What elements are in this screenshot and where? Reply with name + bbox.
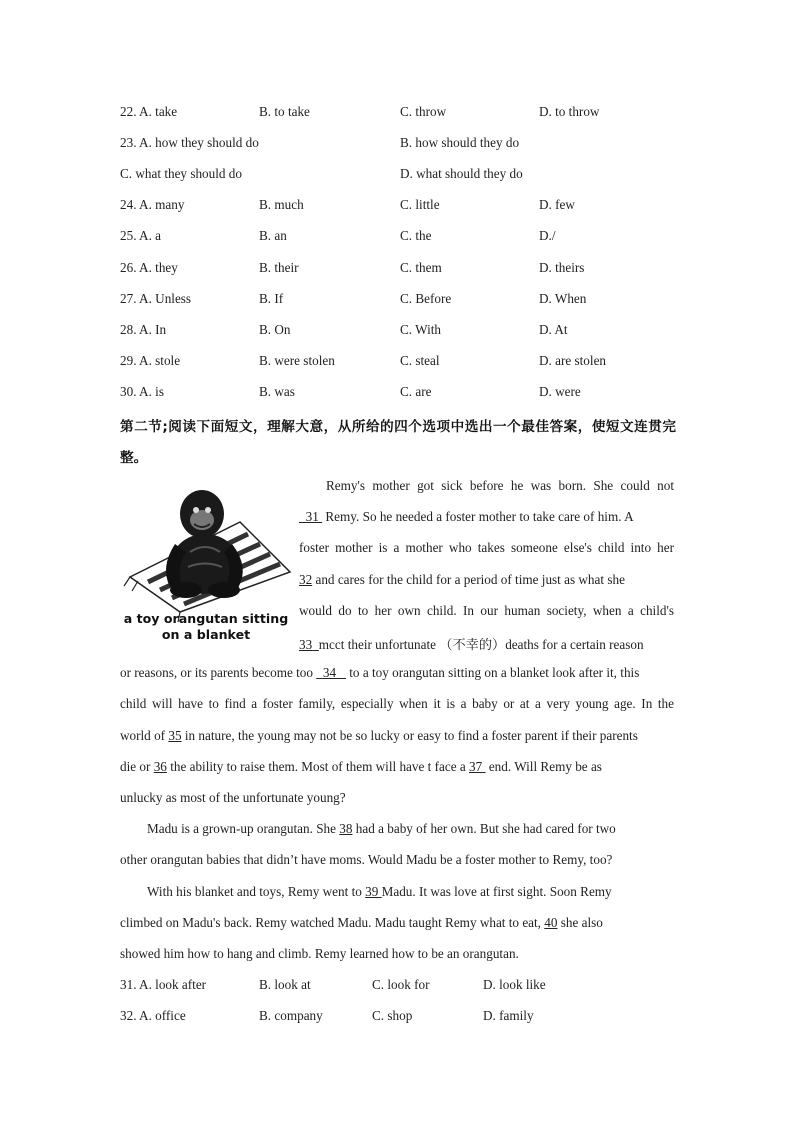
option-c: C. them bbox=[400, 260, 442, 275]
option-d: D. theirs bbox=[539, 260, 585, 275]
option-b: B. If bbox=[259, 291, 284, 306]
option-a: 27. A. Unless bbox=[120, 291, 192, 306]
option-b: B. much bbox=[259, 197, 304, 212]
question-30-options bbox=[120, 384, 680, 402]
option-c: C. look for bbox=[372, 977, 430, 992]
blank-37: 37 bbox=[469, 759, 483, 774]
passage-line: Remy's mother got sick before he was born. She could not bbox=[326, 478, 674, 493]
option-a: 29. A. stole bbox=[120, 353, 181, 368]
option-b: B. their bbox=[259, 260, 299, 275]
blank-39: 39 bbox=[365, 884, 379, 899]
option-d: D. family bbox=[483, 1008, 534, 1023]
option-d: D. few bbox=[539, 197, 575, 212]
option-b: B. was bbox=[259, 384, 295, 399]
passage-line: showed him how to hang and climb. Remy learned how to be an orangutan. bbox=[120, 946, 519, 961]
option-d: D. to throw bbox=[539, 104, 600, 119]
option-c: C. what they should do bbox=[120, 166, 242, 181]
option-d: D. look like bbox=[483, 977, 546, 992]
option-a: 23. A. how they should do bbox=[120, 135, 259, 150]
question-23-options-row1 bbox=[120, 135, 680, 153]
option-b: B. how should they do bbox=[400, 135, 520, 150]
question-25-options bbox=[120, 228, 680, 246]
option-b: B. to take bbox=[259, 104, 310, 119]
blank-32: 32 bbox=[299, 572, 313, 587]
option-b: B. company bbox=[259, 1008, 323, 1023]
passage-line: die or 36 the ability to raise them. Most of them will have t face a 37 end. Will Remy be as bbox=[120, 759, 602, 774]
option-a: 26. A. they bbox=[120, 260, 178, 275]
question-32-options bbox=[120, 1008, 680, 1026]
option-a: 24. A. many bbox=[120, 197, 185, 212]
blank-38: 38 bbox=[339, 821, 353, 836]
question-23-options-row2 bbox=[120, 166, 680, 184]
passage-line: other orangutan babies that didn’t have moms. Would Madu be a foster mother to Remy, too? bbox=[120, 852, 613, 867]
passage-line: 31 Remy. So he needed a foster mother to take care of him. A bbox=[299, 509, 674, 527]
blank-34: 34 bbox=[322, 665, 337, 680]
passage-line: unlucky as most of the unfortunate young? bbox=[120, 790, 346, 805]
option-a: 25. A. a bbox=[120, 228, 162, 243]
question-31-options bbox=[120, 977, 680, 995]
passage-line: 33 mcct their unfortunate （不幸的）deaths for a certain reason bbox=[299, 637, 644, 652]
option-a: 32. A. office bbox=[120, 1008, 186, 1023]
passage-line: child will have to find a foster family, especially when it is a baby or at a very young age. In the bbox=[120, 696, 674, 711]
option-c: C. With bbox=[400, 322, 441, 337]
figure-caption bbox=[120, 611, 292, 643]
option-c: C. are bbox=[400, 384, 432, 399]
option-d: D./ bbox=[539, 228, 556, 243]
question-29-options bbox=[120, 353, 680, 371]
question-26-options bbox=[120, 260, 680, 278]
option-c: C. Before bbox=[400, 291, 452, 306]
passage-line: Madu is a grown-up orangutan. She 38 had a baby of her own. But she had cared for two bbox=[147, 821, 616, 836]
option-d: D. At bbox=[539, 322, 568, 337]
caption-line-1: a toy orangutan sitting bbox=[123, 611, 289, 626]
option-a: 28. A. In bbox=[120, 322, 167, 337]
blank-36: 36 bbox=[153, 759, 167, 774]
option-d: D. When bbox=[539, 291, 587, 306]
option-b: B. look at bbox=[259, 977, 311, 992]
blank-40: 40 bbox=[544, 915, 558, 930]
option-a: 22. A. take bbox=[120, 104, 178, 119]
option-a: 30. A. is bbox=[120, 384, 164, 399]
option-d: D. were bbox=[539, 384, 581, 399]
question-24-options bbox=[120, 197, 680, 215]
option-b: B. were stolen bbox=[259, 353, 335, 368]
option-c: C. steal bbox=[400, 353, 440, 368]
question-22-options bbox=[120, 104, 680, 122]
option-c: C. the bbox=[400, 228, 432, 243]
section-heading: 第二节;阅读下面短文，理解大意，从所给的四个选项中选出一个最佳答案，使短文连贯完整。 bbox=[120, 419, 676, 466]
option-d: D. are stolen bbox=[539, 353, 607, 368]
option-c: C. throw bbox=[400, 104, 447, 119]
passage-line: climbed on Madu's back. Remy watched Madu. Madu taught Remy what to eat, 40 she also bbox=[120, 915, 603, 930]
question-27-options bbox=[120, 291, 680, 309]
blank-33: 33 bbox=[299, 637, 313, 652]
option-c: C. little bbox=[400, 197, 440, 212]
caption-line-2: on a blanket bbox=[161, 627, 251, 642]
passage-line: 32 and cares for the child for a period of time just as what she bbox=[299, 572, 625, 587]
option-a: 31. A. look after bbox=[120, 977, 207, 992]
blank-35: 35 bbox=[168, 728, 182, 743]
passage-line: would do to her own child. In our human society, when a child's bbox=[299, 603, 674, 618]
option-d: D. what should they do bbox=[400, 166, 523, 181]
passage-line: or reasons, or its parents become too 34 to a toy orangutan sitting on a blanket look after it, this bbox=[120, 665, 640, 680]
passage-line: world of 35 in nature, the young may not be so lucky or easy to find a foster parent if their parents bbox=[120, 728, 638, 743]
option-c: C. shop bbox=[372, 1008, 413, 1023]
passage-line: foster mother is a mother who takes someone else's child into her bbox=[299, 540, 674, 555]
blank-31: 31 bbox=[305, 509, 319, 524]
option-b: B. an bbox=[259, 228, 287, 243]
passage-line: With his blanket and toys, Remy went to 39 Madu. It was love at first sight. Soon Remy bbox=[147, 884, 612, 899]
question-28-options bbox=[120, 322, 680, 340]
option-b: B. On bbox=[259, 322, 291, 337]
